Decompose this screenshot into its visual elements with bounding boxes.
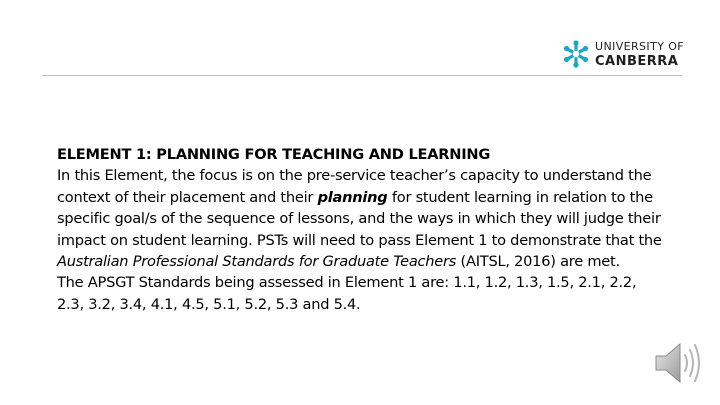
element-description bbox=[57, 165, 662, 272]
logo-line-canberra: CANBERRA bbox=[595, 53, 679, 69]
planning-emphasis: planning bbox=[317, 188, 388, 206]
description-text-1: In this Element, the focus is on the pre-service teacher’s capacity to understand the context of their placement and their bbox=[57, 167, 652, 206]
header-divider bbox=[42, 75, 682, 76]
element-heading: ELEMENT 1: PLANNING FOR TEACHING AND LEARNING bbox=[57, 146, 491, 163]
standards-title: Australian Professional Standards for Graduate Teachers bbox=[57, 253, 457, 271]
description-text-2: for student learning in relation to the specific goal/s of the sequence of lessons, and the ways in which they will judge their impact on student learning. PSTs will need to pass Element 1 to demonstrate that the bbox=[57, 188, 662, 249]
slide-body bbox=[57, 144, 662, 315]
university-logo bbox=[562, 40, 684, 68]
description-text-3: (AITSL, 2016) are met. bbox=[456, 253, 620, 271]
speaker-icon[interactable] bbox=[652, 338, 704, 388]
standards-list: The APSGT Standards being assessed in Element 1 are: 1.1, 1.2, 1.3, 1.5, 2.1, 2.2, 2.3, 3.2, 3.4, 4.1, 4.5, 5.1, 5.2, 5.3 and 5.4. bbox=[57, 274, 637, 313]
logo-line-university-of: UNIVERSITY OF bbox=[595, 39, 684, 53]
logo-text bbox=[595, 41, 684, 68]
logo-mark-icon bbox=[562, 40, 590, 68]
